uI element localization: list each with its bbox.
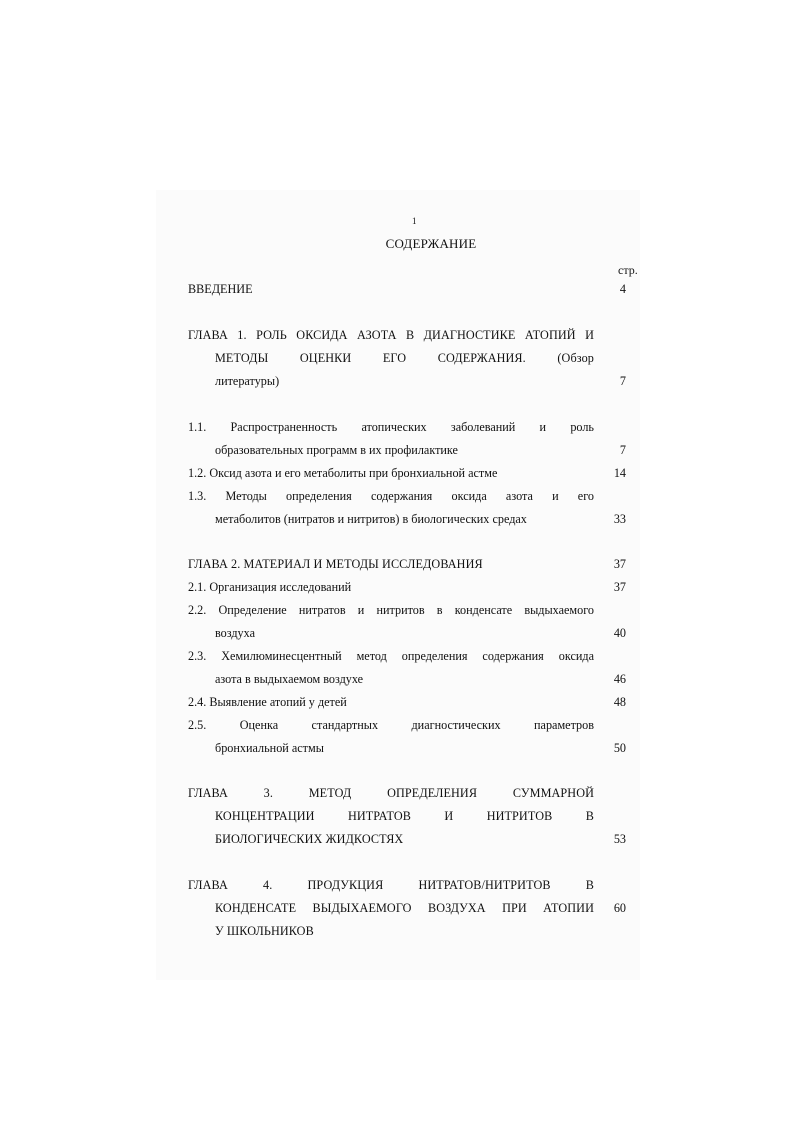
toc-entry-text: ВВЕДЕНИЕ: [188, 282, 253, 296]
toc-entry-text: У ШКОЛЬНИКОВ: [215, 924, 314, 938]
toc-entry-text: ГЛАВА 1. РОЛЬ ОКСИДА АЗОТА В ДИАГНОСТИКЕ АТОПИЙ И: [188, 328, 594, 342]
toc-entry-section-2-1: [188, 576, 626, 599]
toc-entry-page: 37: [613, 557, 626, 571]
page-number: 1: [412, 216, 417, 226]
toc-entry-page: 40: [613, 626, 626, 640]
toc-entry-text: ГЛАВА 3. МЕТОД ОПРЕДЕЛЕНИЯ СУММАРНОЙ: [188, 786, 594, 800]
toc-entry-text: БИОЛОГИЧЕСКИХ ЖИДКОСТЯХ: [215, 832, 404, 846]
toc-entry-page: 7: [619, 374, 626, 388]
toc-entry-page: 33: [613, 512, 626, 526]
toc-entry-chapter-3: [188, 782, 626, 851]
toc-entry-page: 48: [613, 695, 626, 709]
toc-entry-text: 2.1. Организация исследований: [188, 580, 352, 594]
toc-entry-page: 37: [613, 580, 626, 594]
toc-entry-text: ГЛАВА 2. МАТЕРИАЛ И МЕТОДЫ ИССЛЕДОВАНИЯ: [188, 557, 483, 571]
toc-entry-text: 2.4. Выявление атопий у детей: [188, 695, 347, 709]
toc-entry-text: 1.3. Методы определения содержания оксида азота и его: [188, 489, 594, 503]
toc-entry-page: 4: [619, 282, 626, 296]
toc-entry-text: КОНДЕНСАТЕ ВЫДЫХАЕМОГО ВОЗДУХА ПРИ АТОПИИ: [215, 901, 594, 915]
toc-entry-text: 1.2. Оксид азота и его метаболиты при бронхиальной астме: [188, 466, 498, 480]
page-title: СОДЕРЖАНИЕ: [385, 236, 477, 251]
toc-entry-text: 1.1. Распространенность атопических заболеваний и роль: [188, 420, 594, 434]
toc-entry-text: 2.3. Хемилюминесцентный метод определения содержания оксида: [188, 649, 594, 663]
toc-entry-chapter-4: [188, 874, 626, 943]
toc-entry-section-2-3: [188, 645, 626, 691]
toc-entry-page: 60: [613, 901, 626, 915]
toc-entry-chapter-1: [188, 324, 626, 393]
toc-entry-section-2-5: [188, 714, 626, 760]
toc-entry-text: ГЛАВА 4. ПРОДУКЦИЯ НИТРАТОВ/НИТРИТОВ В: [188, 878, 594, 892]
toc-entry-section-1-3: [188, 485, 626, 531]
toc-entry-page: 53: [613, 832, 626, 846]
toc-entry-page: 14: [613, 466, 626, 480]
toc-entry-section-1-2: [188, 462, 626, 485]
toc-entry-text: образовательных программ в их профилактике: [215, 443, 458, 457]
toc-entry-section-2-4: [188, 691, 626, 714]
toc-entry-text: метаболитов (нитратов и нитритов) в биологических средах: [215, 512, 527, 526]
toc-entry-chapter-2: [188, 553, 626, 576]
toc-entry-intro: [188, 278, 626, 301]
toc-entry-text: литературы): [215, 374, 280, 388]
toc-entry-text: 2.5. Оценка стандартных диагностических параметров: [188, 718, 594, 732]
toc-entry-text: 2.2. Определение нитратов и нитритов в конденсате выдыхаемого: [188, 603, 594, 617]
toc-entry-page: 7: [619, 443, 626, 457]
page-column-label: стр.: [618, 263, 638, 277]
toc-entry-text: воздуха: [215, 626, 255, 640]
toc-entry-text: МЕТОДЫ ОЦЕНКИ ЕГО СОДЕРЖАНИЯ. (Обзор: [215, 351, 594, 365]
toc-entry-text: КОНЦЕНТРАЦИИ НИТРАТОВ И НИТРИТОВ В: [215, 809, 594, 823]
toc-entry-section-1-1: [188, 416, 626, 462]
toc-entry-page: 46: [613, 672, 626, 686]
toc-entry-text: азота в выдыхаемом воздухе: [215, 672, 364, 686]
toc-entry-page: 50: [613, 741, 626, 755]
toc-entry-text: бронхиальной астмы: [215, 741, 324, 755]
toc-entry-section-2-2: [188, 599, 626, 645]
